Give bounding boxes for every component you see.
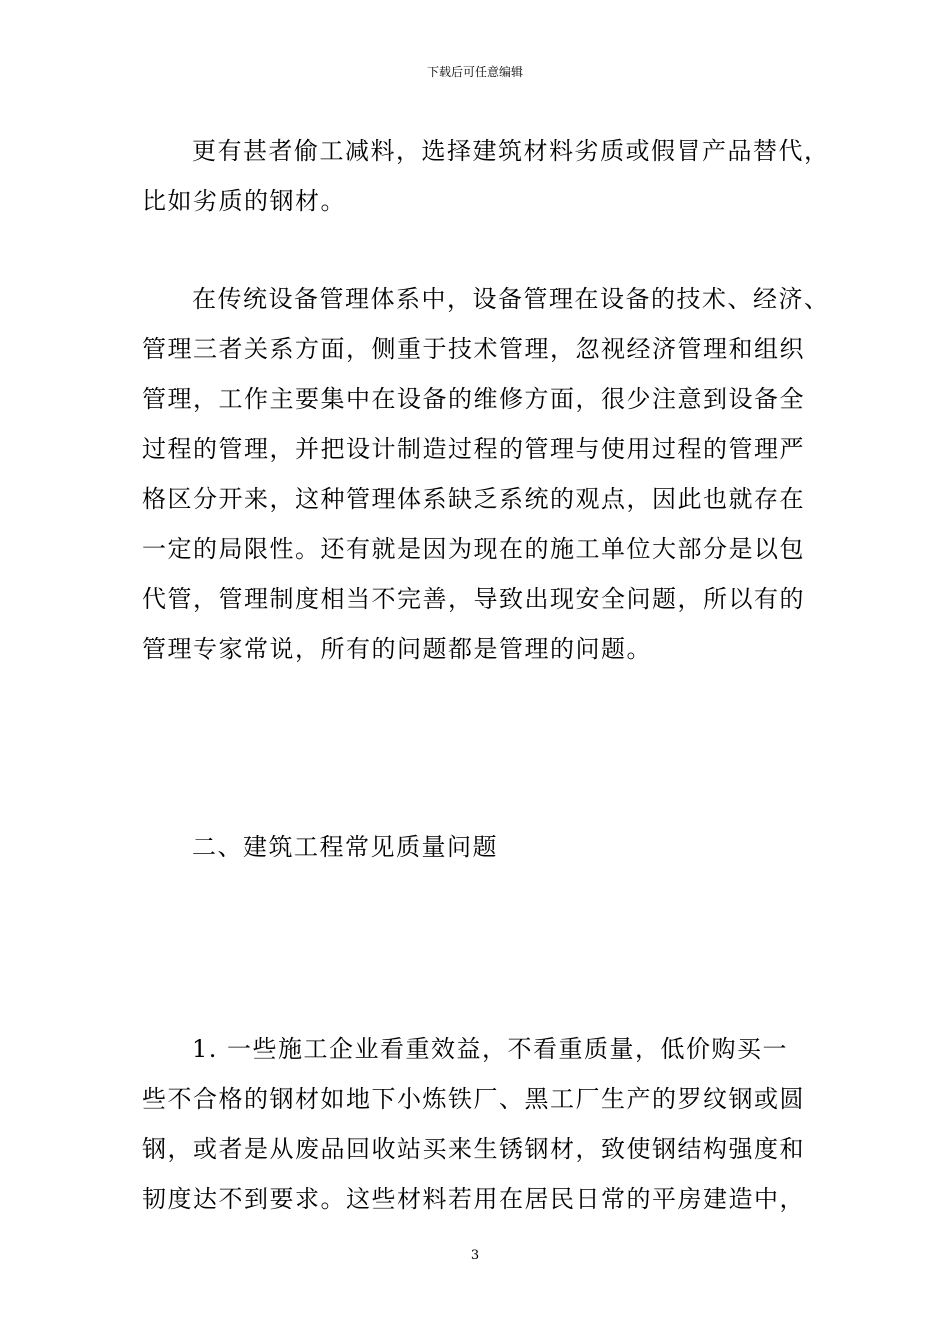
- paragraph-line: 一定的局限性。还有就是因为现在的施工单位大部分是以包: [142, 535, 805, 563]
- paragraph-line: 过程的管理，并把设计制造过程的管理与使用过程的管理严: [142, 435, 805, 463]
- paragraph-line: 管理三者关系方面，侧重于技术管理，忽视经济管理和组织: [142, 335, 805, 363]
- paragraph-1: [142, 126, 830, 226]
- paragraph-line: 些不合格的钢材如地下小炼铁厂、黑工厂生产的罗纹钢或圆: [142, 1085, 805, 1113]
- paragraph-line: 1. 一些施工企业看重效益，不看重质量，低价购买一: [192, 1035, 789, 1063]
- paragraph-line: 管理专家常说，所有的问题都是管理的问题。: [142, 635, 652, 663]
- paragraph-line: 韧度达不到要求。这些材料若用在居民日常的平房建造中，: [142, 1185, 805, 1213]
- item-paragraph: [142, 1024, 822, 1224]
- page-number: 3: [470, 1248, 480, 1263]
- paragraph-line: 代管，管理制度相当不完善，导致出现安全问题，所以有的: [142, 585, 805, 613]
- paragraph-line: 管理，工作主要集中在设备的维修方面，很少注意到设备全: [142, 385, 805, 413]
- paragraph-line: 钢，或者是从废品回收站买来生锈钢材，致使钢结构强度和: [142, 1135, 805, 1163]
- page-header: 下载后可任意编辑: [426, 65, 523, 79]
- section-heading: 二、建筑工程常见质量问题: [192, 833, 498, 861]
- paragraph-line: 更有甚者偷工减料，选择建筑材料劣质或假冒产品替代，: [192, 137, 830, 165]
- paragraph-line: 格区分开来，这种管理体系缺乏系统的观点，因此也就存在: [142, 485, 805, 513]
- paragraph-2: [142, 274, 830, 674]
- paragraph-line: 比如劣质的钢材。: [142, 187, 346, 215]
- paragraph-line: 在传统设备管理体系中，设备管理在设备的技术、经济、: [192, 285, 830, 313]
